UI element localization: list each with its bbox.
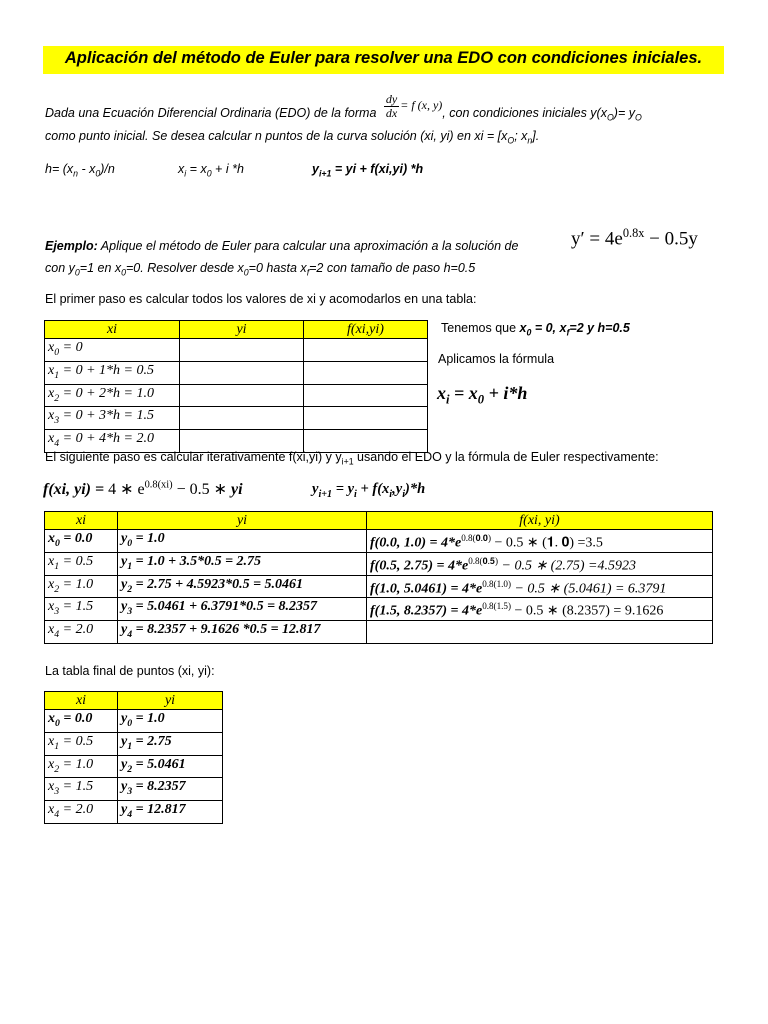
sub: f — [566, 327, 570, 338]
table-row — [45, 407, 428, 430]
yi-cell — [118, 710, 223, 733]
sub: i+1 — [318, 168, 332, 179]
xi-value: = 0 + 2*h = 1.0 — [59, 385, 154, 401]
xi-cell — [45, 407, 180, 430]
xi-cell — [45, 621, 118, 644]
sub: 1 — [54, 740, 60, 752]
y-b: = yi + f(xi,yi) *h — [331, 162, 424, 176]
y: y — [121, 599, 128, 615]
intro-line2-mid: ; x — [514, 129, 528, 143]
sub: 3 — [127, 606, 133, 618]
f-cell — [367, 575, 713, 598]
x: x — [48, 385, 55, 401]
f-left: f(0.5, 2.75) = 4*e — [370, 558, 469, 574]
sub: O — [507, 135, 515, 146]
sub: 4 — [127, 808, 133, 820]
xi-value: = 0.0 — [59, 531, 93, 546]
f-c: − 0.5 ∗ — [172, 481, 232, 498]
step-1-text: El primer paso es calcular todos los valores de xi y acomodarlos en una tabla: — [45, 292, 477, 306]
tenemos-a: Tenemos que — [441, 321, 520, 335]
table-row — [45, 801, 223, 824]
sub: O — [606, 112, 614, 123]
y: y — [121, 622, 128, 638]
yi-value: = 12.817 — [132, 802, 186, 818]
intro-line2-text: como punto inicial. Se desea calcular n puntos de la curva solución (xi, yi) en xi = [x — [45, 129, 508, 143]
yi-value: = 1.0 — [132, 531, 165, 546]
euler-formula — [312, 162, 423, 179]
xi-value: = 2.0 — [59, 622, 94, 638]
sub: 1 — [54, 560, 60, 572]
sub: n — [527, 135, 533, 146]
frac-den: dx — [385, 106, 398, 121]
xi-table — [44, 320, 428, 453]
step-2-text — [45, 450, 659, 467]
final-table — [44, 691, 223, 824]
y: y — [121, 531, 128, 546]
xi-value: = 1.5 — [59, 599, 94, 615]
table-row — [45, 530, 713, 553]
apply-formula-text: Aplicamos la fórmula — [438, 352, 555, 366]
f-exp: 0.8(xi) — [144, 479, 173, 491]
table-row — [45, 384, 428, 407]
sub: 4 — [54, 808, 60, 820]
sub: 0 — [55, 717, 60, 729]
f-d: yi — [231, 481, 243, 498]
header-fxy: f(xi, yi) — [367, 512, 713, 530]
table-row — [45, 361, 428, 384]
frac-num: dy — [385, 92, 398, 107]
sub: 3 — [127, 786, 133, 798]
ex-b: =1 en x — [79, 261, 122, 275]
sub: i — [402, 488, 406, 500]
yi-cell — [118, 755, 223, 778]
h-a: h= (x — [45, 162, 74, 176]
f-left: f(1.0, 5.0461) = 4*e — [370, 581, 483, 597]
y: y — [121, 711, 128, 726]
sub: 0 — [206, 168, 212, 179]
x: x — [48, 408, 55, 424]
y-d: ,y — [392, 481, 403, 497]
f-left: f(1.5, 8.2357) = 4*e — [370, 604, 483, 620]
xi-a: x — [178, 162, 185, 176]
sub: 0 — [121, 267, 126, 278]
ex-e: =2 con tamaño de paso h=0.5 — [309, 261, 476, 275]
f-exp: 0.8(𝟎.𝟎) — [461, 533, 491, 544]
sub: 4 — [54, 437, 60, 449]
xi-cell — [45, 732, 118, 755]
header-xi: xi — [45, 692, 118, 710]
sub: 0 — [526, 327, 532, 338]
xi-value: = 0.5 — [59, 553, 94, 569]
sub: 2 — [54, 763, 60, 775]
table-row — [45, 552, 713, 575]
yi-cell — [118, 621, 367, 644]
euler-table — [44, 511, 713, 644]
yi-cell — [118, 552, 367, 575]
xi-c: + i *h — [211, 162, 244, 176]
yi-value: = 2.75 + 4.5923*0.5 = 5.0461 — [132, 576, 304, 592]
yi-cell — [118, 575, 367, 598]
f-cell — [304, 361, 428, 384]
frac-rhs: = f (x, y) — [400, 98, 443, 112]
ode-lhs: y′ = 4e — [571, 228, 623, 250]
intro-text-a: Dada una Ecuación Diferencial Ordinaria (EDO) de la forma — [45, 106, 377, 120]
step-3-text: La tabla final de puntos (xi, yi): — [45, 664, 215, 678]
xi-value: = 0 + 3*h = 1.5 — [59, 408, 154, 424]
yi-value: = 2.75 — [132, 733, 172, 749]
yi-cell — [180, 407, 304, 430]
y: y — [121, 756, 128, 772]
yi-value: = 1.0 + 3.5*0.5 = 2.75 — [132, 553, 262, 569]
y: y — [121, 802, 128, 818]
yi-cell — [118, 801, 223, 824]
header-xi: xi — [45, 321, 180, 339]
f-exp: 0.8(1.5) — [482, 601, 511, 612]
table-header-row — [45, 512, 713, 530]
yi-cell — [180, 361, 304, 384]
sub: 2 — [54, 583, 60, 595]
y: y — [121, 779, 128, 795]
sub: i — [389, 488, 393, 500]
sub: 1 — [127, 560, 133, 572]
x: x — [48, 802, 55, 818]
header-yi: yi — [180, 321, 304, 339]
xi-value: = 0.0 — [59, 711, 93, 726]
example-text-1: Aplique el método de Euler para calcular una aproximación a la solución de — [97, 239, 519, 253]
sub: i+1 — [318, 488, 333, 500]
page-title: Aplicación del método de Euler para resolver una EDO con condiciones iniciales. — [64, 49, 703, 67]
big-c: + i*h — [484, 383, 528, 403]
xi-cell — [45, 575, 118, 598]
sub: 2 — [127, 763, 133, 775]
sub: 3 — [54, 415, 60, 427]
x: x — [48, 622, 55, 638]
intro-text-b: , con condiciones iniciales y(x — [442, 106, 607, 120]
f-exp: 0.8(𝟎.𝟓) — [468, 555, 498, 566]
h-c: )/n — [100, 162, 115, 176]
yi-cell — [180, 339, 304, 362]
y: y — [121, 553, 128, 569]
x: x — [48, 431, 55, 447]
tenemos-d: =2 y h=0.5 — [569, 321, 630, 335]
x: x — [48, 733, 55, 749]
f-cell — [304, 339, 428, 362]
table-row — [45, 339, 428, 362]
table-header-row — [45, 321, 428, 339]
ex-d: =0 hasta x — [248, 261, 307, 275]
title-banner — [43, 46, 724, 74]
ode-rhs: − 0.5y — [644, 228, 698, 250]
y-a: y — [312, 481, 319, 497]
intro-line-2 — [45, 129, 539, 146]
big-b: = x — [449, 383, 478, 403]
yi-cell — [118, 778, 223, 801]
y-e: )*h — [405, 481, 426, 497]
xi-value: = 0 — [59, 340, 83, 355]
yi-value: = 1.0 — [132, 711, 165, 726]
xi-cell — [45, 755, 118, 778]
h-b: - x — [78, 162, 96, 176]
xi-value: = 1.0 — [59, 576, 94, 592]
y-a: y — [312, 162, 319, 176]
sub: 0 — [74, 267, 80, 278]
table-row — [45, 598, 713, 621]
ex-a: con y — [45, 261, 75, 275]
header-yi: yi — [118, 512, 367, 530]
sub: i — [354, 488, 357, 500]
sub: 0 — [54, 346, 60, 358]
h-formula — [45, 162, 115, 179]
f-cell — [304, 407, 428, 430]
given-values — [441, 321, 630, 338]
f-cell — [367, 530, 713, 553]
f-right: − 0.5 ∗ (5.0461) = 6.3791 — [510, 581, 667, 597]
table-row — [45, 575, 713, 598]
intro-text-c: )= y — [613, 106, 635, 120]
xi-cell — [45, 598, 118, 621]
table-row — [45, 710, 223, 733]
ode-equation — [571, 226, 698, 250]
xi-big-formula — [437, 383, 527, 408]
table-row — [45, 755, 223, 778]
f-equation — [43, 479, 243, 499]
yi-value: = 8.2357 + 9.1626 *0.5 = 12.817 — [132, 622, 321, 638]
sub: 0 — [95, 168, 101, 179]
step2-b: usando el EDO y la fórmula de Euler respectivamente: — [353, 450, 659, 464]
sub: 3 — [54, 786, 60, 798]
xi-cell — [45, 710, 118, 733]
sub: 1 — [127, 740, 133, 752]
example-line-1 — [45, 239, 518, 253]
sub: 1 — [54, 369, 60, 381]
sub: f — [306, 267, 310, 278]
f-left: f(0.0, 1.0) = 4*e — [370, 535, 462, 551]
y: y — [121, 733, 128, 749]
step2-a: El siguiente paso es calcular iterativamente f(xi,yi) y y — [45, 450, 342, 464]
sub: 0 — [243, 267, 249, 278]
xi-value: = 0.5 — [59, 733, 94, 749]
xi-cell — [45, 778, 118, 801]
y-b: = y — [332, 481, 355, 497]
table-row — [45, 621, 713, 644]
header-xi: xi — [45, 512, 118, 530]
x: x — [48, 340, 55, 355]
f-right: − 0.5 ∗ (8.2357) = 9.1626 — [510, 604, 664, 620]
f-cell — [367, 598, 713, 621]
f-cell — [304, 384, 428, 407]
tenemos-c: = 0, x — [531, 321, 567, 335]
x: x — [48, 711, 55, 726]
sub: 2 — [127, 583, 133, 595]
big-a: x — [437, 383, 446, 403]
xi-value: = 2.0 — [59, 802, 94, 818]
xi-formula — [178, 162, 244, 179]
f-cell — [367, 552, 713, 575]
sub: i — [184, 168, 187, 179]
sub: i — [446, 392, 450, 407]
xi-cell — [45, 552, 118, 575]
f-cell — [367, 621, 713, 644]
sub: 4 — [54, 628, 60, 640]
intro-line-1 — [45, 92, 642, 123]
x: x — [48, 362, 55, 378]
xi-cell — [45, 361, 180, 384]
x: x — [48, 599, 55, 615]
xi-cell — [45, 801, 118, 824]
example-label: Ejemplo: — [45, 239, 98, 253]
header-fxy: f(xi,yi) — [304, 321, 428, 339]
table-row — [45, 778, 223, 801]
yi-value: = 5.0461 — [132, 756, 186, 772]
sub: n — [73, 168, 79, 179]
xi-value: = 1.5 — [59, 779, 94, 795]
yi-cell — [180, 384, 304, 407]
sub: 0 — [127, 717, 133, 729]
x: x — [48, 576, 55, 592]
sub: 0 — [127, 537, 133, 549]
xi-value: = 1.0 — [59, 756, 94, 772]
xi-cell — [45, 339, 180, 362]
yi-cell — [118, 530, 367, 553]
euler-equation — [312, 481, 425, 500]
yi-cell — [118, 732, 223, 755]
f-exp: 0.8(1.0) — [482, 578, 511, 589]
x: x — [48, 553, 55, 569]
table-row — [45, 732, 223, 755]
intro-line2-end: ]. — [532, 129, 540, 143]
f-right: − 0.5 ∗ (𝟏. 𝟎) =3.5 — [491, 535, 603, 551]
table-header-row — [45, 692, 223, 710]
tenemos-b: x — [519, 321, 527, 335]
xi-b: = x — [186, 162, 207, 176]
f-b: 4 ∗ e — [108, 481, 145, 498]
sub: 0 — [477, 392, 485, 407]
yi-value: = 8.2357 — [132, 779, 186, 795]
y-c: + f(x — [356, 481, 390, 497]
sub: 3 — [54, 606, 60, 618]
yi-cell — [118, 598, 367, 621]
xi-cell — [45, 530, 118, 553]
sub: O — [634, 112, 642, 123]
x: x — [48, 531, 55, 546]
ode-exp: 0.8x — [622, 226, 645, 240]
xi-cell — [45, 384, 180, 407]
sub: 0 — [55, 537, 60, 549]
sub: 2 — [54, 392, 60, 404]
example-line-2 — [45, 261, 475, 278]
yi-value: = 5.0461 + 6.3791*0.5 = 8.2357 — [132, 599, 318, 615]
ex-c: =0. Resolver desde x — [126, 261, 244, 275]
xi-value: = 0 + 4*h = 2.0 — [59, 431, 154, 447]
x: x — [48, 756, 55, 772]
x: x — [48, 779, 55, 795]
y: y — [121, 576, 128, 592]
header-yi: yi — [118, 692, 223, 710]
sub: i+1 — [341, 456, 354, 467]
xi-value: = 0 + 1*h = 0.5 — [59, 362, 154, 378]
sub: 4 — [127, 628, 133, 640]
f-a: f(xi, yi) = — [43, 481, 109, 498]
f-right: − 0.5 ∗ (2.75) =4.5923 — [498, 558, 636, 574]
dy-dx-fraction — [384, 93, 399, 120]
